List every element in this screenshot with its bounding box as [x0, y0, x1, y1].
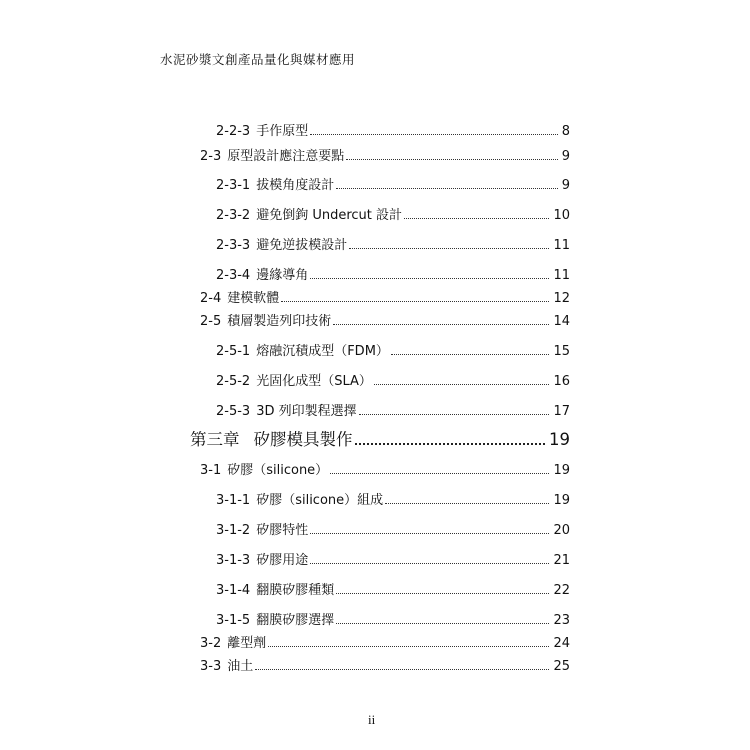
toc-page-number: 12 — [553, 291, 570, 306]
toc-leader-dots — [346, 147, 557, 160]
toc-section-number: 2-3-4 — [216, 268, 251, 283]
toc-chapter-number: 第三章 — [190, 430, 240, 449]
toc-section-number: 3-3 — [200, 659, 222, 674]
toc-section-number: 3-1 — [200, 463, 222, 478]
toc-entry[interactable] — [216, 581, 570, 600]
toc-title: 積層製造列印技術 — [227, 314, 332, 329]
toc-section-number: 3-1-5 — [216, 613, 251, 628]
toc-chapter-title: 矽膠模具製作 — [253, 430, 353, 449]
toc-page-number: 11 — [553, 268, 570, 283]
toc-section-number: 2-5-2 — [216, 374, 251, 389]
toc-leader-dots — [404, 206, 549, 219]
toc-entry[interactable] — [216, 551, 570, 570]
toc-section-number: 2-5-1 — [216, 344, 251, 359]
toc-entry[interactable] — [216, 206, 570, 225]
toc-section-number: 3-2 — [200, 636, 222, 651]
toc-section-number: 3-1-3 — [216, 553, 251, 568]
toc-section-number: 2-3-3 — [216, 238, 251, 253]
toc-title: 邊緣導角 — [256, 268, 309, 283]
toc-entry[interactable] — [216, 122, 570, 141]
toc-leader-dots — [359, 402, 550, 415]
toc-entry[interactable] — [200, 289, 570, 308]
toc-leader-dots — [268, 634, 549, 647]
toc-leader-dots — [349, 236, 549, 249]
toc-section-number: 3-1-2 — [216, 523, 251, 538]
toc-section-number: 2-5-3 — [216, 404, 251, 419]
toc-title: 翻膜矽膠選擇 — [256, 613, 335, 628]
toc-title: 翻膜矽膠種類 — [256, 583, 335, 598]
toc-title: 矽膠特性 — [256, 523, 309, 538]
toc-page-number: 19 — [553, 493, 570, 508]
toc-page-number: 24 — [553, 636, 570, 651]
toc-section-number: 2-3-1 — [216, 178, 251, 193]
toc-page-number: 11 — [553, 238, 570, 253]
toc-leader-dots — [385, 491, 549, 504]
toc-section-number: 2-3-2 — [216, 208, 251, 223]
toc-title: 原型設計應注意要點 — [227, 149, 345, 164]
toc-section-number: 2-2-3 — [216, 124, 251, 139]
toc-leader-dots — [310, 122, 558, 135]
toc-leader-dots — [374, 372, 550, 385]
toc-page-number: 14 — [553, 314, 570, 329]
toc-entry[interactable] — [200, 634, 570, 653]
toc-title: 矽膠用途 — [256, 553, 309, 568]
toc-section-number: 2-3 — [200, 149, 222, 164]
toc-page-number: 23 — [553, 613, 570, 628]
toc-page-number: 20 — [553, 523, 570, 538]
toc-title: 矽膠（silicone） — [227, 463, 329, 478]
toc-leader-dots — [336, 581, 549, 594]
toc-title: 手作原型 — [256, 124, 309, 139]
toc-page-number: 25 — [553, 659, 570, 674]
toc-leader-dots — [310, 551, 549, 564]
toc-entry[interactable] — [216, 236, 570, 255]
toc-leader-dots — [391, 342, 550, 355]
toc-page-number: 10 — [553, 208, 570, 223]
toc-page-number: 9 — [561, 149, 570, 164]
toc-title: 矽膠（silicone）組成 — [256, 493, 384, 508]
toc-entry[interactable] — [216, 611, 570, 630]
toc-entry[interactable] — [216, 521, 570, 540]
toc-leader-dots — [310, 521, 549, 534]
toc-entry[interactable] — [216, 266, 570, 285]
toc-leader-dots — [255, 657, 549, 670]
toc-page-number: 9 — [561, 178, 570, 193]
toc-entry[interactable] — [216, 491, 570, 510]
toc-page-number: 17 — [553, 404, 570, 419]
toc-title: 3D 列印製程選擇 — [256, 404, 357, 419]
toc-entry[interactable] — [200, 312, 570, 331]
toc-entry[interactable] — [200, 461, 570, 480]
toc-entry[interactable] — [200, 657, 570, 676]
toc-page-number: 8 — [561, 124, 570, 139]
toc-title: 避免倒鉤 Undercut 設計 — [256, 208, 403, 223]
toc-title: 油土 — [227, 659, 254, 674]
toc-leader-dots — [336, 611, 549, 624]
toc-section-number: 3-1-1 — [216, 493, 251, 508]
toc-leader-dots — [355, 428, 546, 445]
toc-page-number: 19 — [549, 430, 570, 449]
toc-chapter-entry[interactable] — [190, 428, 570, 451]
toc-title: 光固化成型（SLA） — [256, 374, 372, 389]
toc-page-number: 15 — [553, 344, 570, 359]
toc-title: 建模軟體 — [227, 291, 280, 306]
toc-leader-dots — [333, 312, 549, 325]
toc-section-number: 2-4 — [200, 291, 222, 306]
toc-title: 熔融沉積成型（FDM） — [256, 344, 389, 359]
toc-section-number: 2-5 — [200, 314, 222, 329]
toc-page-number: 16 — [553, 374, 570, 389]
running-header: 水泥砂漿文創產品量化與媒材應用 — [160, 52, 356, 67]
toc-title: 避免逆拔模設計 — [256, 238, 348, 253]
toc-title: 離型劑 — [227, 636, 267, 651]
toc-section-number: 3-1-4 — [216, 583, 251, 598]
toc-page-number: 21 — [553, 553, 570, 568]
toc-leader-dots — [281, 289, 549, 302]
toc-leader-dots — [310, 266, 549, 279]
toc-leader-dots — [330, 461, 549, 474]
toc-page-number: 22 — [553, 583, 570, 598]
toc-page-number: 19 — [553, 463, 570, 478]
toc-entry[interactable] — [216, 176, 570, 195]
page-number-footer: ii — [368, 712, 376, 727]
toc-title: 拔模角度設計 — [256, 178, 335, 193]
toc-entry[interactable] — [216, 372, 570, 391]
toc-entry[interactable] — [216, 342, 570, 361]
toc-leader-dots — [336, 176, 558, 189]
toc-entry[interactable] — [216, 402, 570, 421]
toc-entry[interactable] — [200, 147, 570, 166]
